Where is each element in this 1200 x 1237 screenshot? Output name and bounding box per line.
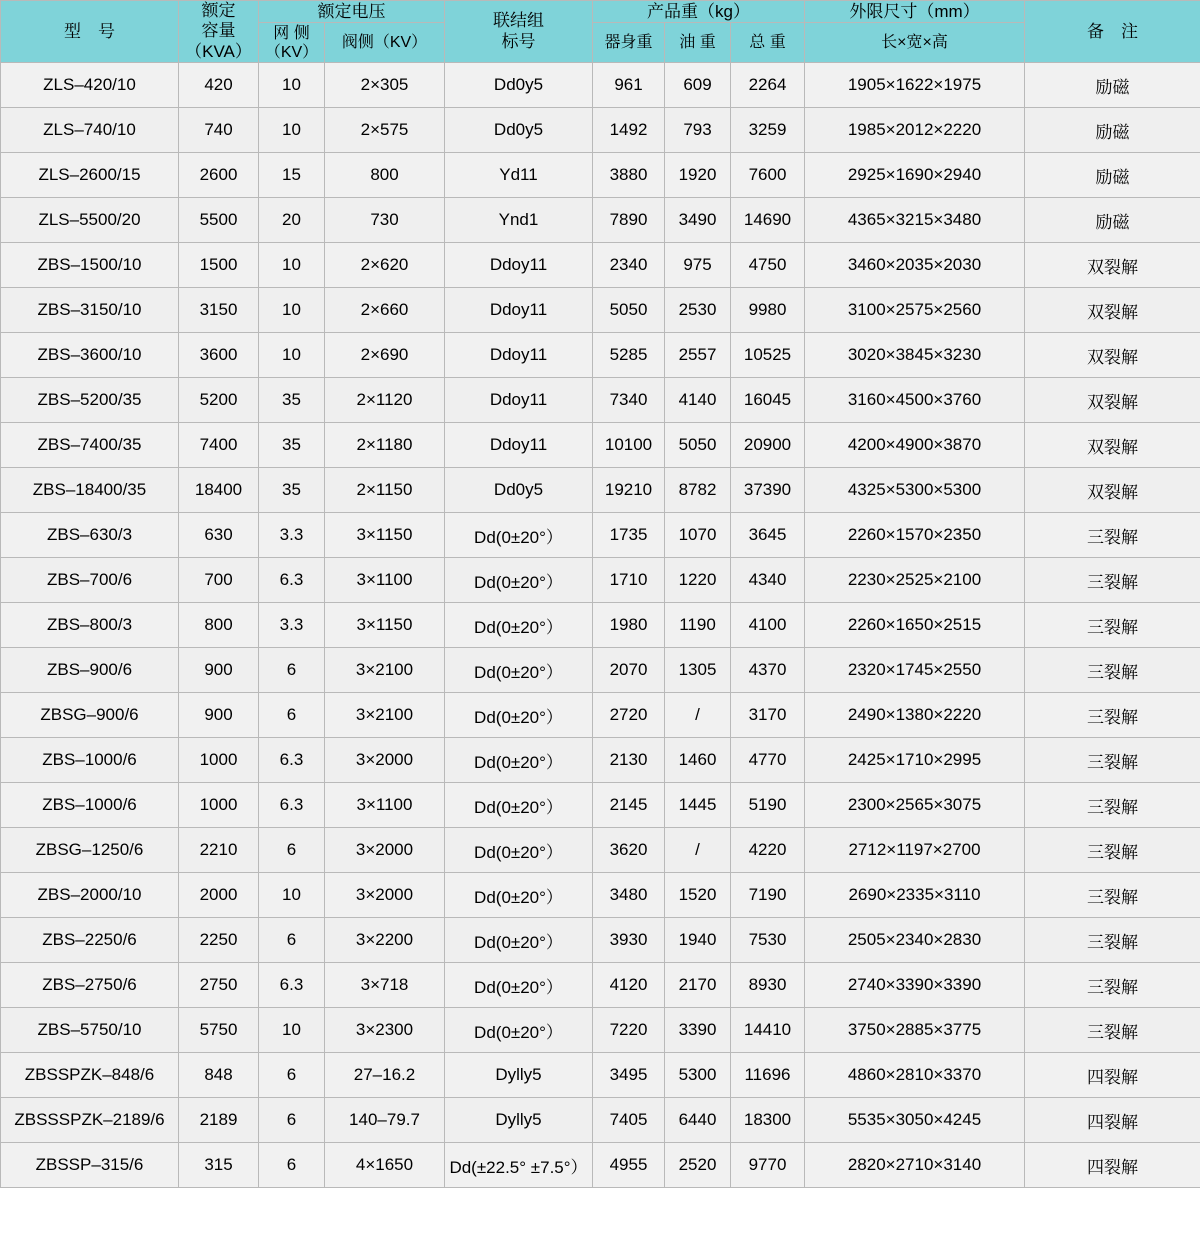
cell-grid: 6.3 bbox=[259, 738, 325, 783]
cell-oil: 609 bbox=[665, 63, 731, 108]
cell-capacity: 1000 bbox=[179, 783, 259, 828]
cell-capacity: 848 bbox=[179, 1053, 259, 1098]
header-connection-group-line2: 标号 bbox=[501, 31, 536, 51]
cell-body: 7890 bbox=[593, 198, 665, 243]
cell-oil: 2520 bbox=[665, 1143, 731, 1188]
table-row bbox=[1, 243, 1200, 288]
cell-total: 9980 bbox=[731, 288, 805, 333]
cell-total: 5190 bbox=[731, 783, 805, 828]
cell-oil: 8782 bbox=[665, 468, 731, 513]
cell-capacity: 630 bbox=[179, 513, 259, 558]
cell-oil: 1460 bbox=[665, 738, 731, 783]
header-product-weight: 产品重（kg） bbox=[593, 1, 805, 23]
cell-model: ZBS–2750/6 bbox=[1, 963, 179, 1008]
cell-model: ZBS–7400/35 bbox=[1, 423, 179, 468]
cell-capacity: 3600 bbox=[179, 333, 259, 378]
cell-remark: 三裂解 bbox=[1025, 513, 1200, 558]
cell-capacity: 2189 bbox=[179, 1098, 259, 1143]
cell-grid: 6 bbox=[259, 828, 325, 873]
cell-conn: Dd(0±20°） bbox=[445, 828, 593, 873]
cell-grid: 6.3 bbox=[259, 558, 325, 603]
table-row bbox=[1, 783, 1200, 828]
table-row bbox=[1, 1098, 1200, 1143]
cell-model: ZLS–5500/20 bbox=[1, 198, 179, 243]
cell-valve: 2×660 bbox=[325, 288, 445, 333]
cell-size: 2740×3390×3390 bbox=[805, 963, 1025, 1008]
cell-capacity: 900 bbox=[179, 693, 259, 738]
cell-total: 20900 bbox=[731, 423, 805, 468]
cell-total: 16045 bbox=[731, 378, 805, 423]
cell-valve: 800 bbox=[325, 153, 445, 198]
cell-grid: 10 bbox=[259, 873, 325, 918]
cell-size: 2260×1570×2350 bbox=[805, 513, 1025, 558]
cell-size: 2260×1650×2515 bbox=[805, 603, 1025, 648]
table-row bbox=[1, 153, 1200, 198]
cell-grid: 35 bbox=[259, 423, 325, 468]
cell-capacity: 740 bbox=[179, 108, 259, 153]
header-grid-side bbox=[259, 23, 325, 63]
table-header bbox=[1, 1, 1200, 63]
cell-conn: Dd(0±20°） bbox=[445, 693, 593, 738]
cell-remark: 三裂解 bbox=[1025, 648, 1200, 693]
cell-capacity: 18400 bbox=[179, 468, 259, 513]
cell-grid: 3.3 bbox=[259, 513, 325, 558]
cell-body: 3880 bbox=[593, 153, 665, 198]
cell-model: ZBS–3150/10 bbox=[1, 288, 179, 333]
cell-remark: 四裂解 bbox=[1025, 1143, 1200, 1188]
cell-size: 2712×1197×2700 bbox=[805, 828, 1025, 873]
table-row bbox=[1, 648, 1200, 693]
cell-oil: 2170 bbox=[665, 963, 731, 1008]
cell-total: 4370 bbox=[731, 648, 805, 693]
cell-grid: 15 bbox=[259, 153, 325, 198]
cell-size: 4860×2810×3370 bbox=[805, 1053, 1025, 1098]
cell-remark: 双裂解 bbox=[1025, 243, 1200, 288]
cell-oil: 3390 bbox=[665, 1008, 731, 1053]
cell-valve: 3×2100 bbox=[325, 693, 445, 738]
cell-model: ZBSSPZK–848/6 bbox=[1, 1053, 179, 1098]
cell-model: ZBS–5750/10 bbox=[1, 1008, 179, 1053]
cell-conn: Dd(0±20°） bbox=[445, 873, 593, 918]
cell-valve: 2×575 bbox=[325, 108, 445, 153]
cell-body: 4955 bbox=[593, 1143, 665, 1188]
cell-model: ZBS–700/6 bbox=[1, 558, 179, 603]
cell-valve: 3×2000 bbox=[325, 738, 445, 783]
cell-size: 2230×2525×2100 bbox=[805, 558, 1025, 603]
cell-body: 2720 bbox=[593, 693, 665, 738]
cell-size: 4365×3215×3480 bbox=[805, 198, 1025, 243]
cell-remark: 三裂解 bbox=[1025, 963, 1200, 1008]
cell-conn: Yd11 bbox=[445, 153, 593, 198]
cell-conn: Dd0y5 bbox=[445, 468, 593, 513]
cell-conn: Dd(0±20°） bbox=[445, 648, 593, 693]
cell-oil: 1305 bbox=[665, 648, 731, 693]
header-outline-size: 外限尺寸（mm） bbox=[805, 1, 1025, 23]
cell-valve: 2×1180 bbox=[325, 423, 445, 468]
cell-capacity: 800 bbox=[179, 603, 259, 648]
cell-grid: 6 bbox=[259, 648, 325, 693]
cell-oil: 6440 bbox=[665, 1098, 731, 1143]
cell-total: 37390 bbox=[731, 468, 805, 513]
cell-remark: 励磁 bbox=[1025, 108, 1200, 153]
table-row bbox=[1, 423, 1200, 468]
cell-remark: 三裂解 bbox=[1025, 918, 1200, 963]
cell-capacity: 5750 bbox=[179, 1008, 259, 1053]
cell-capacity: 2750 bbox=[179, 963, 259, 1008]
cell-grid: 6 bbox=[259, 1053, 325, 1098]
cell-total: 3259 bbox=[731, 108, 805, 153]
cell-valve: 3×2200 bbox=[325, 918, 445, 963]
table-row bbox=[1, 108, 1200, 153]
cell-capacity: 3150 bbox=[179, 288, 259, 333]
cell-grid: 3.3 bbox=[259, 603, 325, 648]
cell-model: ZBS–3600/10 bbox=[1, 333, 179, 378]
table-row bbox=[1, 693, 1200, 738]
cell-grid: 10 bbox=[259, 333, 325, 378]
cell-capacity: 7400 bbox=[179, 423, 259, 468]
cell-model: ZBS–2250/6 bbox=[1, 918, 179, 963]
cell-remark: 双裂解 bbox=[1025, 333, 1200, 378]
cell-remark: 励磁 bbox=[1025, 63, 1200, 108]
cell-body: 19210 bbox=[593, 468, 665, 513]
header-oil-weight: 油 重 bbox=[665, 23, 731, 63]
cell-grid: 10 bbox=[259, 108, 325, 153]
cell-oil: 2530 bbox=[665, 288, 731, 333]
cell-model: ZLS–2600/15 bbox=[1, 153, 179, 198]
cell-conn: Dd0y5 bbox=[445, 63, 593, 108]
cell-oil: 1190 bbox=[665, 603, 731, 648]
cell-conn: Dd0y5 bbox=[445, 108, 593, 153]
header-grid-side-line1: 网 侧 bbox=[273, 24, 310, 42]
table-row bbox=[1, 63, 1200, 108]
cell-conn: Ddoy11 bbox=[445, 243, 593, 288]
cell-capacity: 2000 bbox=[179, 873, 259, 918]
header-valve-side: 阀侧（KV） bbox=[325, 23, 445, 63]
cell-size: 1985×2012×2220 bbox=[805, 108, 1025, 153]
header-rated-capacity-line2: 容量 bbox=[201, 21, 236, 41]
cell-size: 3750×2885×3775 bbox=[805, 1008, 1025, 1053]
cell-remark: 四裂解 bbox=[1025, 1053, 1200, 1098]
cell-oil: / bbox=[665, 828, 731, 873]
cell-total: 4220 bbox=[731, 828, 805, 873]
cell-body: 3495 bbox=[593, 1053, 665, 1098]
cell-oil: 1920 bbox=[665, 153, 731, 198]
cell-valve: 2×1150 bbox=[325, 468, 445, 513]
cell-total: 14410 bbox=[731, 1008, 805, 1053]
cell-body: 2145 bbox=[593, 783, 665, 828]
cell-body: 1710 bbox=[593, 558, 665, 603]
cell-conn: Dd(0±20°） bbox=[445, 783, 593, 828]
cell-body: 5285 bbox=[593, 333, 665, 378]
cell-size: 1905×1622×1975 bbox=[805, 63, 1025, 108]
cell-total: 7190 bbox=[731, 873, 805, 918]
cell-body: 1735 bbox=[593, 513, 665, 558]
header-row-1 bbox=[1, 1, 1200, 23]
cell-total: 2264 bbox=[731, 63, 805, 108]
cell-grid: 10 bbox=[259, 243, 325, 288]
table-row bbox=[1, 828, 1200, 873]
table-row bbox=[1, 288, 1200, 333]
cell-oil: 4140 bbox=[665, 378, 731, 423]
cell-conn: Ddoy11 bbox=[445, 333, 593, 378]
cell-model: ZBS–1000/6 bbox=[1, 783, 179, 828]
cell-capacity: 2600 bbox=[179, 153, 259, 198]
cell-oil: 1220 bbox=[665, 558, 731, 603]
cell-remark: 励磁 bbox=[1025, 153, 1200, 198]
cell-remark: 三裂解 bbox=[1025, 873, 1200, 918]
cell-capacity: 1500 bbox=[179, 243, 259, 288]
cell-grid: 10 bbox=[259, 288, 325, 333]
header-remark: 备 注 bbox=[1025, 1, 1200, 63]
cell-capacity: 1000 bbox=[179, 738, 259, 783]
cell-size: 3160×4500×3760 bbox=[805, 378, 1025, 423]
cell-model: ZBSG–1250/6 bbox=[1, 828, 179, 873]
table-row bbox=[1, 558, 1200, 603]
cell-size: 4325×5300×5300 bbox=[805, 468, 1025, 513]
cell-conn: Ddoy11 bbox=[445, 378, 593, 423]
cell-capacity: 2210 bbox=[179, 828, 259, 873]
cell-capacity: 5500 bbox=[179, 198, 259, 243]
cell-model: ZLS–420/10 bbox=[1, 63, 179, 108]
cell-remark: 双裂解 bbox=[1025, 378, 1200, 423]
cell-oil: 1445 bbox=[665, 783, 731, 828]
cell-total: 18300 bbox=[731, 1098, 805, 1143]
cell-valve: 4×1650 bbox=[325, 1143, 445, 1188]
cell-oil: 2557 bbox=[665, 333, 731, 378]
cell-oil: 5050 bbox=[665, 423, 731, 468]
cell-oil: 1940 bbox=[665, 918, 731, 963]
cell-body: 5050 bbox=[593, 288, 665, 333]
cell-remark: 双裂解 bbox=[1025, 288, 1200, 333]
cell-body: 2070 bbox=[593, 648, 665, 693]
cell-conn: Dylly5 bbox=[445, 1053, 593, 1098]
cell-valve: 3×1150 bbox=[325, 603, 445, 648]
cell-size: 2505×2340×2830 bbox=[805, 918, 1025, 963]
table-row bbox=[1, 378, 1200, 423]
cell-grid: 6 bbox=[259, 918, 325, 963]
cell-total: 10525 bbox=[731, 333, 805, 378]
cell-conn: Dd(0±20°） bbox=[445, 603, 593, 648]
cell-remark: 三裂解 bbox=[1025, 738, 1200, 783]
header-model: 型 号 bbox=[1, 1, 179, 63]
cell-total: 9770 bbox=[731, 1143, 805, 1188]
cell-valve: 3×2100 bbox=[325, 648, 445, 693]
cell-body: 3620 bbox=[593, 828, 665, 873]
cell-remark: 励磁 bbox=[1025, 198, 1200, 243]
header-rated-capacity-line1: 额定 bbox=[201, 1, 236, 20]
cell-grid: 6.3 bbox=[259, 783, 325, 828]
cell-oil: / bbox=[665, 693, 731, 738]
cell-size: 5535×3050×4245 bbox=[805, 1098, 1025, 1143]
cell-grid: 6 bbox=[259, 1098, 325, 1143]
cell-valve: 27–16.2 bbox=[325, 1053, 445, 1098]
cell-size: 2820×2710×3140 bbox=[805, 1143, 1025, 1188]
cell-total: 4770 bbox=[731, 738, 805, 783]
cell-valve: 3×1100 bbox=[325, 558, 445, 603]
table-row bbox=[1, 333, 1200, 378]
cell-remark: 三裂解 bbox=[1025, 603, 1200, 648]
cell-valve: 3×718 bbox=[325, 963, 445, 1008]
header-total-weight: 总 重 bbox=[731, 23, 805, 63]
cell-total: 7600 bbox=[731, 153, 805, 198]
cell-grid: 6 bbox=[259, 1143, 325, 1188]
cell-remark: 三裂解 bbox=[1025, 1008, 1200, 1053]
cell-oil: 1520 bbox=[665, 873, 731, 918]
table-row bbox=[1, 918, 1200, 963]
cell-grid: 10 bbox=[259, 63, 325, 108]
table-row bbox=[1, 468, 1200, 513]
cell-capacity: 900 bbox=[179, 648, 259, 693]
cell-conn: Dd(0±20°） bbox=[445, 513, 593, 558]
cell-conn: Ynd1 bbox=[445, 198, 593, 243]
cell-model: ZBS–5200/35 bbox=[1, 378, 179, 423]
table-body bbox=[1, 63, 1200, 1188]
cell-body: 3930 bbox=[593, 918, 665, 963]
cell-body: 2340 bbox=[593, 243, 665, 288]
cell-total: 3170 bbox=[731, 693, 805, 738]
cell-body: 7405 bbox=[593, 1098, 665, 1143]
cell-size: 2300×2565×3075 bbox=[805, 783, 1025, 828]
header-grid-side-line2: （KV） bbox=[264, 43, 319, 61]
cell-oil: 975 bbox=[665, 243, 731, 288]
cell-conn: Ddoy11 bbox=[445, 423, 593, 468]
cell-model: ZBSG–900/6 bbox=[1, 693, 179, 738]
table-row bbox=[1, 873, 1200, 918]
cell-total: 11696 bbox=[731, 1053, 805, 1098]
cell-model: ZBSSSPZK–2189/6 bbox=[1, 1098, 179, 1143]
cell-conn: Dd(±22.5° ±7.5°） bbox=[445, 1143, 593, 1188]
cell-remark: 三裂解 bbox=[1025, 693, 1200, 738]
cell-model: ZBS–800/3 bbox=[1, 603, 179, 648]
cell-valve: 3×2000 bbox=[325, 873, 445, 918]
cell-remark: 三裂解 bbox=[1025, 828, 1200, 873]
cell-oil: 793 bbox=[665, 108, 731, 153]
cell-remark: 三裂解 bbox=[1025, 783, 1200, 828]
cell-total: 14690 bbox=[731, 198, 805, 243]
cell-grid: 20 bbox=[259, 198, 325, 243]
table-row bbox=[1, 603, 1200, 648]
cell-remark: 四裂解 bbox=[1025, 1098, 1200, 1143]
header-lwh: 长×宽×高 bbox=[805, 23, 1025, 63]
cell-grid: 35 bbox=[259, 378, 325, 423]
cell-conn: Dd(0±20°） bbox=[445, 558, 593, 603]
table-row bbox=[1, 1143, 1200, 1188]
cell-valve: 3×2300 bbox=[325, 1008, 445, 1053]
cell-body: 3480 bbox=[593, 873, 665, 918]
cell-capacity: 315 bbox=[179, 1143, 259, 1188]
cell-valve: 2×305 bbox=[325, 63, 445, 108]
cell-total: 4340 bbox=[731, 558, 805, 603]
cell-remark: 双裂解 bbox=[1025, 423, 1200, 468]
cell-oil: 3490 bbox=[665, 198, 731, 243]
header-body-weight: 器身重 bbox=[593, 23, 665, 63]
header-rated-capacity bbox=[179, 1, 259, 63]
table-row bbox=[1, 513, 1200, 558]
cell-grid: 6.3 bbox=[259, 963, 325, 1008]
cell-body: 1492 bbox=[593, 108, 665, 153]
cell-model: ZBS–1000/6 bbox=[1, 738, 179, 783]
cell-conn: Dd(0±20°） bbox=[445, 738, 593, 783]
cell-valve: 140–79.7 bbox=[325, 1098, 445, 1143]
cell-body: 1980 bbox=[593, 603, 665, 648]
cell-size: 4200×4900×3870 bbox=[805, 423, 1025, 468]
header-connection-group bbox=[445, 1, 593, 63]
cell-remark: 双裂解 bbox=[1025, 468, 1200, 513]
cell-oil: 1070 bbox=[665, 513, 731, 558]
cell-remark: 三裂解 bbox=[1025, 558, 1200, 603]
cell-model: ZLS–740/10 bbox=[1, 108, 179, 153]
cell-valve: 2×620 bbox=[325, 243, 445, 288]
cell-valve: 3×1150 bbox=[325, 513, 445, 558]
cell-size: 2490×1380×2220 bbox=[805, 693, 1025, 738]
cell-grid: 35 bbox=[259, 468, 325, 513]
cell-valve: 3×1100 bbox=[325, 783, 445, 828]
cell-size: 3460×2035×2030 bbox=[805, 243, 1025, 288]
cell-size: 3100×2575×2560 bbox=[805, 288, 1025, 333]
cell-body: 7220 bbox=[593, 1008, 665, 1053]
cell-model: ZBS–2000/10 bbox=[1, 873, 179, 918]
cell-total: 4100 bbox=[731, 603, 805, 648]
table-row bbox=[1, 1008, 1200, 1053]
table-row bbox=[1, 738, 1200, 783]
cell-conn: Dd(0±20°） bbox=[445, 1008, 593, 1053]
cell-conn: Dd(0±20°） bbox=[445, 918, 593, 963]
cell-valve: 2×1120 bbox=[325, 378, 445, 423]
cell-model: ZBS–18400/35 bbox=[1, 468, 179, 513]
cell-grid: 10 bbox=[259, 1008, 325, 1053]
cell-body: 2130 bbox=[593, 738, 665, 783]
cell-body: 7340 bbox=[593, 378, 665, 423]
cell-conn: Dd(0±20°） bbox=[445, 963, 593, 1008]
cell-valve: 2×690 bbox=[325, 333, 445, 378]
cell-conn: Dylly5 bbox=[445, 1098, 593, 1143]
cell-model: ZBS–900/6 bbox=[1, 648, 179, 693]
cell-model: ZBSSP–315/6 bbox=[1, 1143, 179, 1188]
header-rated-voltage: 额定电压 bbox=[259, 1, 445, 23]
cell-size: 2425×1710×2995 bbox=[805, 738, 1025, 783]
cell-size: 3020×3845×3230 bbox=[805, 333, 1025, 378]
header-connection-group-line1: 联结组 bbox=[493, 11, 544, 31]
cell-valve: 730 bbox=[325, 198, 445, 243]
cell-capacity: 420 bbox=[179, 63, 259, 108]
cell-body: 961 bbox=[593, 63, 665, 108]
table-row bbox=[1, 963, 1200, 1008]
cell-conn: Ddoy11 bbox=[445, 288, 593, 333]
header-rated-capacity-line3: （KVA） bbox=[185, 41, 252, 61]
cell-size: 2925×1690×2940 bbox=[805, 153, 1025, 198]
cell-model: ZBS–630/3 bbox=[1, 513, 179, 558]
cell-total: 7530 bbox=[731, 918, 805, 963]
cell-total: 3645 bbox=[731, 513, 805, 558]
cell-capacity: 5200 bbox=[179, 378, 259, 423]
cell-body: 4120 bbox=[593, 963, 665, 1008]
table-row bbox=[1, 1053, 1200, 1098]
cell-total: 4750 bbox=[731, 243, 805, 288]
cell-valve: 3×2000 bbox=[325, 828, 445, 873]
cell-oil: 5300 bbox=[665, 1053, 731, 1098]
cell-grid: 6 bbox=[259, 693, 325, 738]
cell-size: 2690×2335×3110 bbox=[805, 873, 1025, 918]
cell-capacity: 2250 bbox=[179, 918, 259, 963]
cell-capacity: 700 bbox=[179, 558, 259, 603]
cell-total: 8930 bbox=[731, 963, 805, 1008]
cell-size: 2320×1745×2550 bbox=[805, 648, 1025, 693]
cell-body: 10100 bbox=[593, 423, 665, 468]
cell-model: ZBS–1500/10 bbox=[1, 243, 179, 288]
table-row bbox=[1, 198, 1200, 243]
